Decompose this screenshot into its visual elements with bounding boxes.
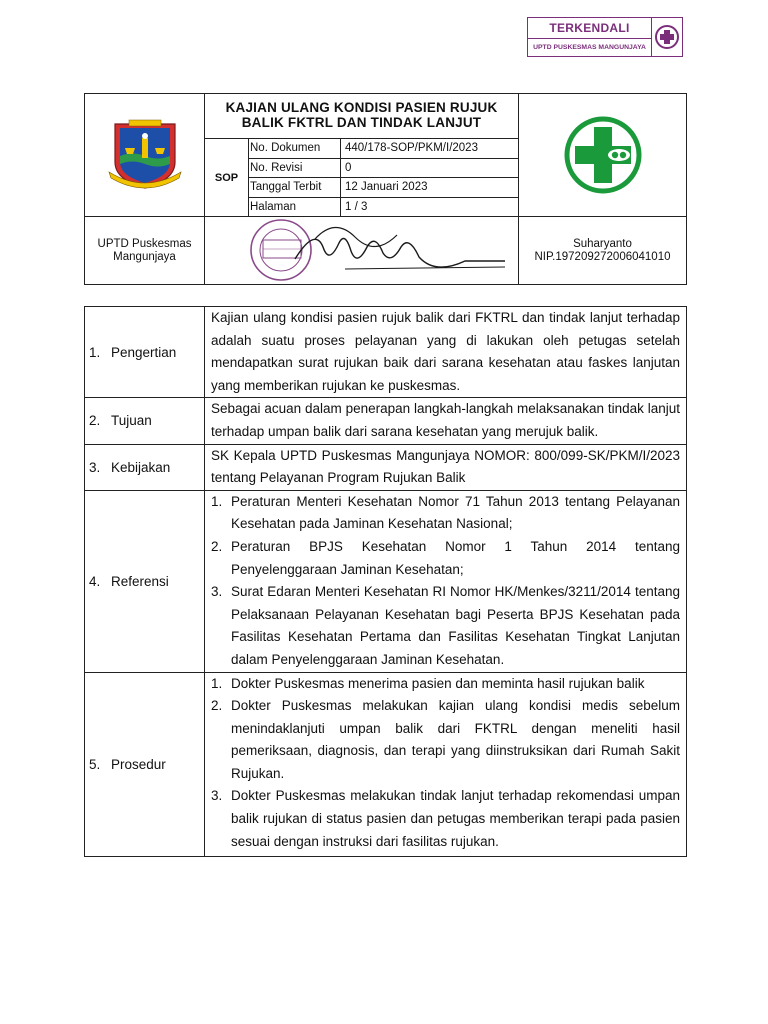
signature-stamp-area	[205, 217, 518, 284]
section-title: Pengertian	[111, 344, 177, 360]
head-of-unit	[518, 217, 686, 284]
info-row	[249, 198, 518, 218]
section-text: SK Kepala UPTD Puskesmas Mangunjaya NOMOR: 800/099-SK/PKM/I/2023 tentang Pelayanan Program Rujukan Balik	[211, 447, 680, 486]
list-number: 2.	[211, 698, 223, 714]
list-number: 3.	[211, 788, 223, 804]
section-kebijakan	[85, 445, 686, 491]
head-name: Suharyanto	[573, 237, 632, 250]
stamp-title: TERKENDALI	[528, 18, 651, 39]
list-number: 1.	[211, 493, 223, 509]
section-tujuan	[85, 398, 686, 444]
section-title: Referensi	[111, 573, 169, 589]
official-seal-and-signature	[205, 217, 518, 284]
section-text: Kajian ulang kondisi pasien rujuk balik dari FKTRL dan tindak lanjut terhadap adalah suatu proses pelayanan yang di lakukan oleh petugas setelah mendapatkan surat rujukan baik dari sarana kesehatan atau faskes lanjutan yang memberikan rujukan ke puskesmas.	[211, 310, 680, 393]
info-value: 1 / 3	[345, 200, 368, 213]
list-item	[211, 785, 680, 853]
info-key: Halaman	[249, 198, 341, 218]
section-list-body	[205, 491, 686, 672]
stamp-subtitle: UPTD PUSKESMAS MANGUNJAYA	[533, 44, 646, 51]
list-number: 1.	[211, 675, 223, 691]
procedure-list	[211, 673, 680, 854]
sop-content-table	[84, 306, 687, 857]
list-number: 2.	[211, 538, 223, 554]
section-title: Tujuan	[111, 413, 152, 429]
section-label	[85, 673, 205, 857]
list-item	[211, 695, 680, 785]
list-text: Peraturan Menteri Kesehatan Nomor 71 Tahun 2013 tentang Pelayanan Kesehatan pada Jaminan Kesehatan Nasional;	[231, 493, 680, 532]
info-value: 0	[345, 161, 352, 174]
section-title: Kebijakan	[111, 459, 171, 475]
info-row	[249, 139, 518, 159]
section-referensi	[85, 491, 686, 673]
controlled-stamp	[527, 17, 683, 57]
reference-list	[211, 491, 680, 672]
section-label	[85, 398, 205, 443]
puskesmas-logo-icon	[518, 94, 686, 216]
info-value: 12 Januari 2023	[345, 181, 428, 193]
list-item	[211, 673, 680, 696]
section-label	[85, 445, 205, 490]
section-text: Sebagai acuan dalam penerapan langkah-langkah melaksanakan tindak lanjut terhadap umpan balik dari sarana kesehatan yang merujuk balik.	[211, 401, 680, 439]
unit-name	[85, 217, 205, 284]
list-text: Peraturan BPJS Kesehatan Nomor 1 Tahun 2014 tentang Penyelenggaraan Jaminan Kesehatan;	[231, 538, 680, 577]
info-value: 440/178-SOP/PKM/I/2023	[345, 142, 478, 154]
list-text: Dokter Puskesmas menerima pasien dan meminta hasil rujukan balik	[231, 675, 645, 691]
section-list-body	[205, 673, 686, 857]
list-text: Dokter Puskesmas melakukan kajian ulang kondisi medis sebelum menindaklanjuti umpan balik dari FKTRL dengan meneliti hasil pemeriksaan, diagnosis, dan terapi yang diinstruksikan dari Rumah Sakit Rujukan.	[231, 698, 680, 781]
list-item	[211, 536, 680, 581]
section-number: 1.	[89, 344, 101, 360]
list-text: Surat Edaran Menteri Kesehatan RI Nomor HK/Menkes/3211/2014 tentang Pelaksanaan Pelayanan Kesehatan bagi Peserta BPJS Kesehatan pada Fasilitas Kesehatan Pertama dan Fasilitas Kesehatan Tingkat Lanjutan dalam Penyelenggaraan Jaminan Kesehatan.	[231, 584, 680, 667]
head-nip: NIP.197209272006041010	[534, 250, 671, 263]
section-number: 4.	[89, 573, 101, 589]
info-key: No. Dokumen	[249, 139, 341, 158]
section-title: Prosedur	[111, 756, 166, 772]
unit-line-2: Mangunjaya	[113, 250, 176, 263]
list-text: Dokter Puskesmas melakukan tindak lanjut terhadap rekomendasi umpan balik rujukan di status pasien dan petugas memberikan terapi pada pasien sesuai dengan instruksi dari fasilitas rujukan.	[231, 788, 680, 849]
stamp-cross-icon	[651, 18, 682, 56]
info-row	[249, 159, 518, 179]
section-label	[85, 307, 205, 397]
unit-line-1: UPTD Puskesmas	[97, 237, 192, 250]
list-item	[211, 491, 680, 536]
section-number: 2.	[89, 413, 101, 429]
section-label	[85, 491, 205, 672]
document-title: KAJIAN ULANG KONDISI PASIEN RUJUK BALIK FKTRL DAN TINDAK LANJUT	[225, 100, 498, 130]
stamp-text-block	[528, 18, 651, 56]
section-prosedur	[85, 673, 686, 857]
regency-crest-icon	[85, 94, 205, 216]
info-row	[249, 178, 518, 198]
sop-header	[84, 93, 687, 285]
sop-label: SOP	[205, 138, 249, 216]
list-item	[211, 581, 680, 671]
document-info-table	[249, 138, 518, 216]
list-number: 3.	[211, 584, 223, 600]
info-key: Tanggal Terbit	[249, 178, 341, 197]
section-pengertian	[85, 307, 686, 398]
section-number: 3.	[89, 459, 101, 475]
section-number: 5.	[89, 756, 101, 772]
info-key: No. Revisi	[249, 159, 341, 178]
